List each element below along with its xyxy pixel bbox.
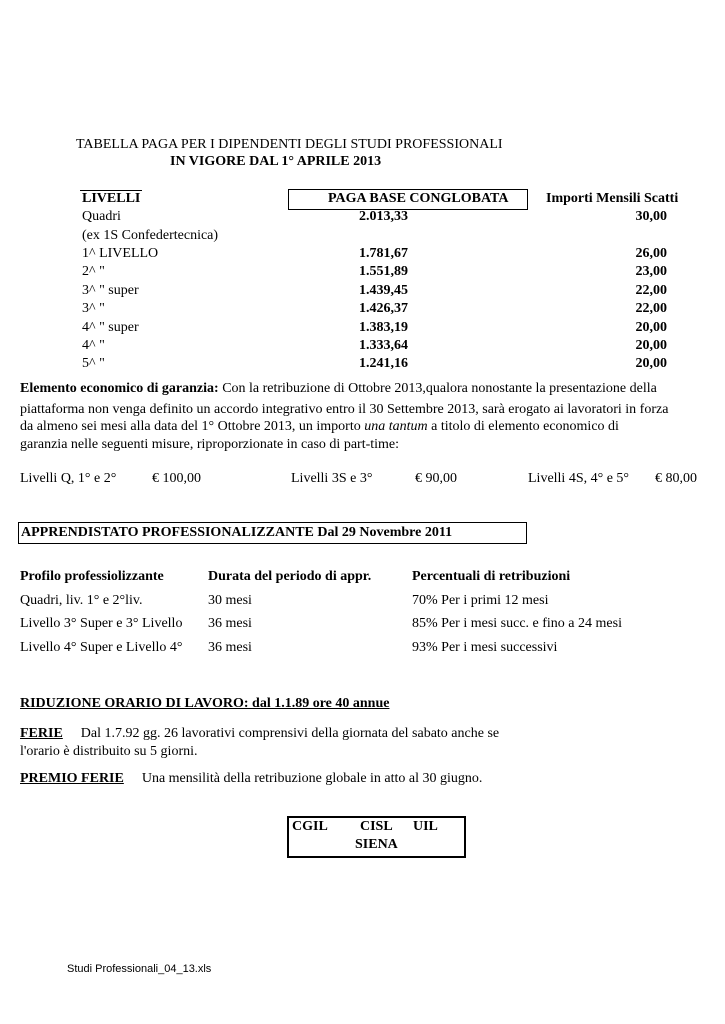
row-level: 3^ " super	[82, 283, 139, 298]
misura-amount: € 80,00	[655, 471, 697, 486]
row-level: 5^ "	[82, 356, 105, 371]
appr-row-profilo: Livello 4° Super e Livello 4°	[20, 640, 183, 655]
elemento-text3a: da almeno sei mesi alla data del 1° Ottobre 2013, un importo	[20, 419, 365, 434]
premio-ferie-text: Una mensilità della retribuzione globale in atto al 30 giugno.	[141, 771, 483, 786]
header-scatti: Importi Mensili Scatti	[546, 191, 679, 206]
row-paga: 2.013,33	[359, 209, 408, 224]
row-level: (ex 1S Confedertecnica)	[82, 228, 219, 243]
apprendistato-title: APPRENDISTATO PROFESSIONALIZZANTE Dal 29 Novembre 2011	[21, 525, 453, 540]
misura-label: Livelli 4S, 4° e 5°	[528, 471, 630, 486]
misura-label: Livelli Q, 1° e 2°	[20, 471, 117, 486]
row-level: 4^ "	[82, 338, 105, 353]
row-level: 4^ " super	[82, 320, 139, 335]
stamp-cisl: CISL	[360, 819, 393, 834]
row-paga: 1.781,67	[359, 246, 408, 261]
stamp-cgil: CGIL	[292, 819, 328, 834]
row-paga: 1.551,89	[359, 264, 408, 279]
elemento-label: Elemento economico di garanzia:	[20, 381, 219, 396]
row-paga: 1.333,64	[359, 338, 408, 353]
title-line2: IN VIGORE DAL 1° APRILE 2013	[170, 154, 382, 169]
row-level: 1^ LIVELLO	[82, 246, 159, 261]
riduzione-orario: RIDUZIONE ORARIO DI LAVORO: dal 1.1.89 ore 40 annue	[20, 696, 390, 711]
row-scatti: 22,00	[635, 283, 667, 298]
appr-header-durata: Durata del periodo di appr.	[208, 569, 372, 584]
header-livelli: LIVELLI	[82, 191, 141, 206]
row-scatti: 20,00	[635, 356, 667, 371]
header-paga-base: PAGA BASE CONGLOBATA	[328, 191, 509, 206]
ferie-line1	[20, 726, 499, 742]
row-scatti: 20,00	[635, 338, 667, 353]
appr-row-durata: 36 mesi	[208, 640, 252, 655]
misura-amount: € 90,00	[415, 471, 457, 486]
misura-amount: € 100,00	[152, 471, 201, 486]
stamp-siena: SIENA	[355, 837, 398, 852]
elemento-text3c: a titolo di elemento economico di	[427, 419, 619, 434]
elemento-line3	[20, 419, 619, 435]
elemento-text1: Con la retribuzione di Ottobre 2013,qualora nonostante la presentazione della	[218, 381, 657, 396]
stamp-uil: UIL	[413, 819, 438, 834]
appr-row-percentuale: 85% Per i mesi succ. e fino a 24 mesi	[412, 616, 622, 631]
row-paga: 1.383,19	[359, 320, 408, 335]
appr-header-profilo: Profilo professiolizzante	[20, 569, 164, 584]
ferie-line2: l'orario è distribuito su 5 giorni.	[20, 744, 198, 759]
appr-row-durata: 30 mesi	[208, 593, 252, 608]
row-scatti: 30,00	[635, 209, 667, 224]
row-level: Quadri	[82, 209, 121, 224]
premio-ferie-label: PREMIO FERIE	[20, 771, 124, 786]
appr-row-percentuale: 93% Per i mesi successivi	[412, 640, 558, 655]
appr-row-profilo: Livello 3° Super e 3° Livello	[20, 616, 183, 631]
appr-row-durata: 36 mesi	[208, 616, 252, 631]
row-paga: 1.241,16	[359, 356, 408, 371]
ferie-text1: Dal 1.7.92 gg. 26 lavorativi comprensivi della giornata del sabato anche se	[80, 726, 500, 741]
premio-ferie-line	[20, 771, 482, 787]
row-scatti: 23,00	[635, 264, 667, 279]
elemento-line2: piattaforma non venga definito un accordo integrativo entro il 30 Settembre 2013, sarà erogato ai lavoratori in forza	[20, 402, 669, 417]
appr-header-percentuali: Percentuali di retribuzioni	[412, 569, 571, 584]
appr-row-percentuale: 70% Per i primi 12 mesi	[412, 593, 549, 608]
appr-row-profilo: Quadri, liv. 1° e 2°liv.	[20, 593, 143, 608]
elemento-line4: garanzia nelle seguenti misure, riproporzionate in caso di part-time:	[20, 437, 400, 452]
row-level: 3^ "	[82, 301, 105, 316]
row-scatti: 26,00	[635, 246, 667, 261]
una-tantum-text: una tantum	[364, 419, 428, 434]
row-scatti: 22,00	[635, 301, 667, 316]
row-paga: 1.426,37	[359, 301, 408, 316]
title-line1: TABELLA PAGA PER I DIPENDENTI DEGLI STUDI PROFESSIONALI	[76, 137, 503, 152]
misura-label: Livelli 3S e 3°	[291, 471, 373, 486]
footer-filename: Studi Professionali_04_13.xls	[67, 963, 212, 975]
row-paga: 1.439,45	[359, 283, 408, 298]
elemento-line1	[20, 381, 657, 397]
ferie-label: FERIE	[20, 726, 63, 741]
row-scatti: 20,00	[635, 320, 667, 335]
row-level: 2^ "	[82, 264, 105, 279]
